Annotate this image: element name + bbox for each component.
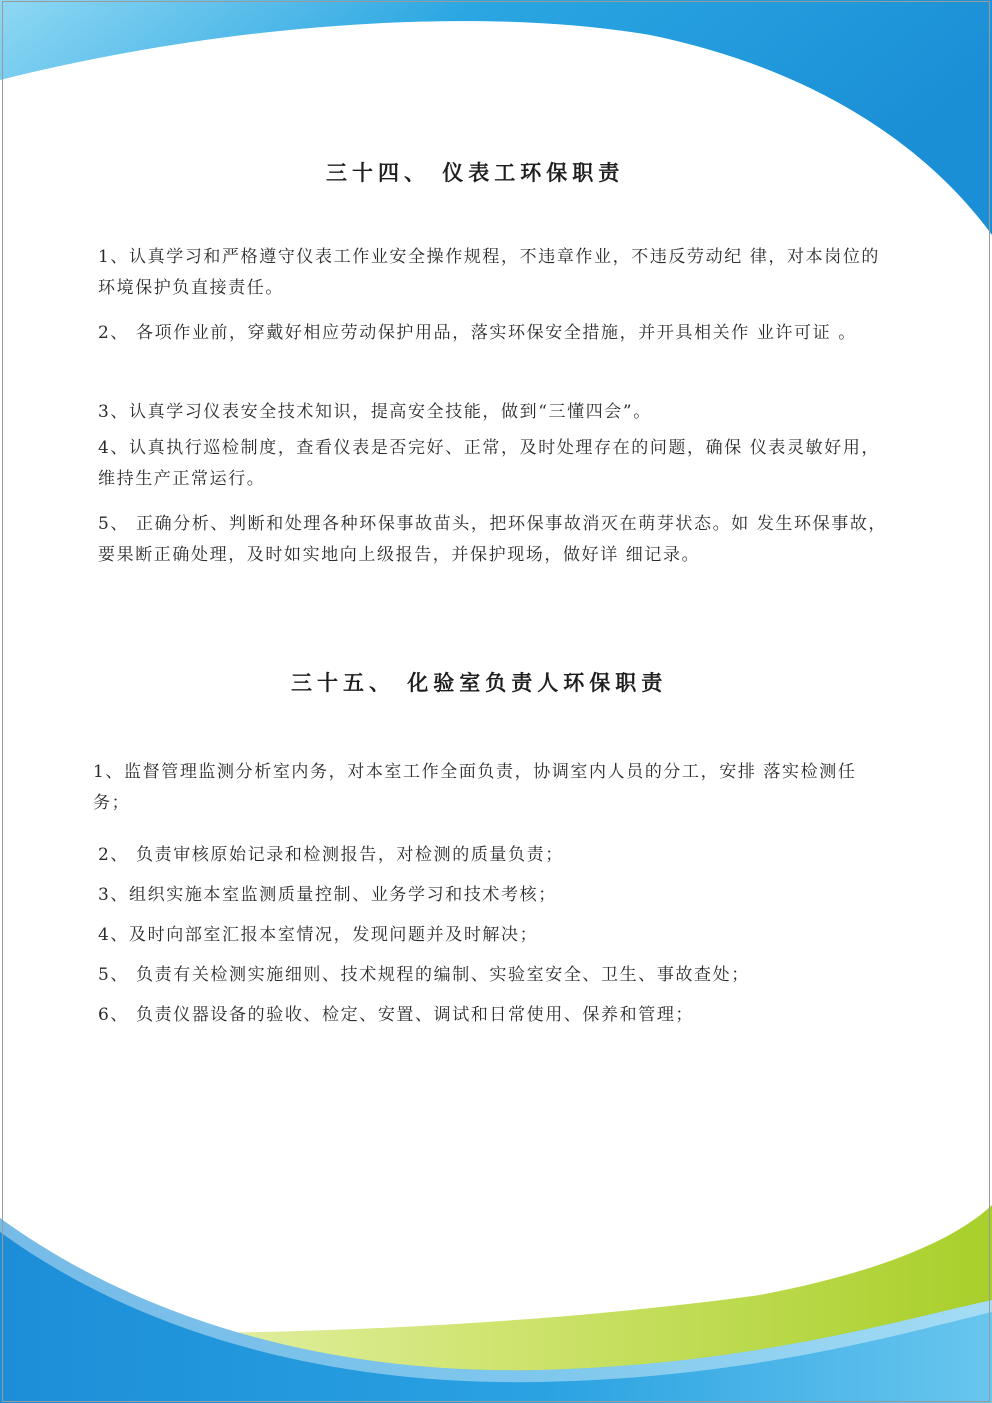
section-heading: 三十五、 化验室负责人环保职责 [291, 670, 668, 695]
list-item: 1、监督管理监测分析室内务，对本室工作全面负责，协调室内人员的分工，安排 落实检测任务； [93, 762, 857, 813]
list-item: 5、 正确分析、判断和处理各种环保事故苗头，把环保事故消灭在萌芽状态。如 发生环保事故，要果断正确处理，及时如实地向上级报告，并保护现场，做好详 细记录。 [98, 514, 888, 565]
list-item: 2、 负责审核原始记录和检测报告，对检测的质量负责； [98, 845, 564, 865]
list-item: 6、 负责仪器设备的验收、检定、安置、调试和日常使用、保养和管理； [98, 1005, 695, 1025]
list-item: 2、 各项作业前，穿戴好相应劳动保护用品，落实环保安全措施，并开具相关作 业许可证 。 [98, 323, 857, 343]
list-item: 5、 负责有关检测实施细则、技术规程的编制、实验室安全、卫生、事故查处； [98, 965, 750, 985]
list-item: 1、认真学习和严格遵守仪表工作业安全操作规程，不违章作业，不违反劳动纪 律，对本岗位的环境保护负直接责任。 [98, 247, 881, 298]
list-item: 3、认真学习仪表安全技术知识，提高安全技能，做到“三懂四会”。 [98, 402, 652, 422]
list-item: 4、及时向部室汇报本室情况，发现问题并及时解决； [98, 925, 539, 945]
list-item: 4、认真执行巡检制度，查看仪表是否完好、正常，及时处理存在的问题，确保 仪表灵敏好用，维持生产正常运行。 [98, 438, 881, 489]
list-item: 3、组织实施本室监测质量控制、业务学习和技术考核； [98, 885, 557, 905]
section-heading: 三十四、 仪表工环保职责 [326, 160, 625, 185]
